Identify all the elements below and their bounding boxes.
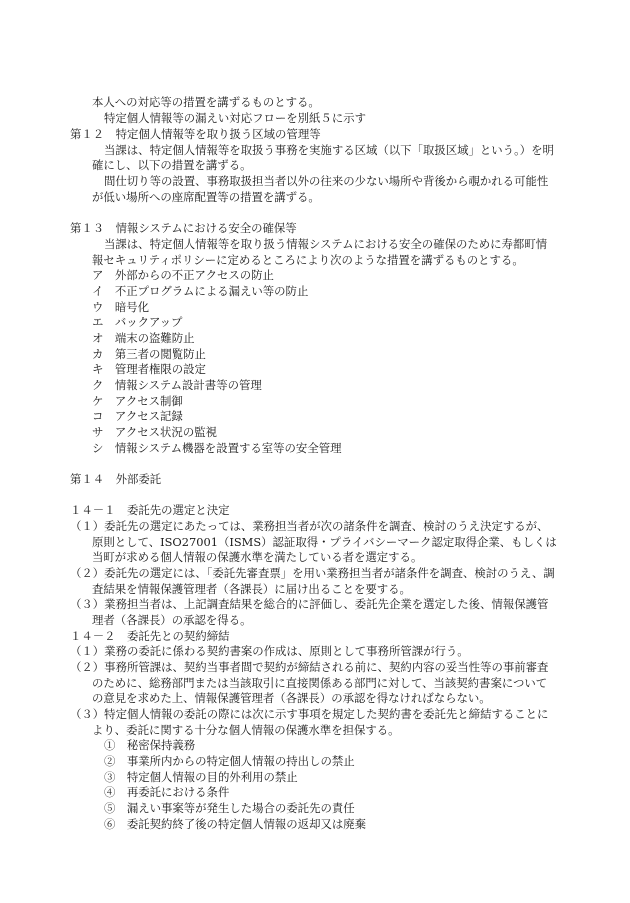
subsection-14-1-item-1-cont: 原則として、ISO27001（ISMS）認証取得・プライバシーマーク認定取得企業、もしくは xyxy=(92,535,557,549)
list-item: ⑥ 委託契約終了後の特定個人情報の返却又は廃棄 xyxy=(104,817,367,831)
section-14-heading: 第１４ 外部委託 xyxy=(70,472,162,486)
section-12-paragraph-1: 当課は、特定個人情報等を取扱う事務を実施する区域（以下「取扱区域」という。）を明 xyxy=(104,143,554,157)
subsection-14-1-item-2-cont: 査結果を情報保護管理者（各課長）に届け出ることを要する。 xyxy=(92,582,411,596)
subsection-14-2-item-2-cont: のために、総務部門または当該取引に直接関係ある部門に対して、当該契約書案について xyxy=(92,676,548,690)
subsection-14-2-item-1: （１）業務の委託に係わる契約書案の作成は、原則として事務所管課が行う。 xyxy=(70,644,469,658)
section-13-heading: 第１３ 情報システムにおける安全の確保等 xyxy=(70,221,297,235)
subsection-14-1-item-1-cont: 当町が求める個人情報の保護水準を満たしている者を選定する。 xyxy=(92,550,423,564)
list-item: ア 外部からの不正アクセスの防止 xyxy=(92,268,274,282)
section-12-heading: 第１２ 特定個人情報等を取り扱う区域の管理等 xyxy=(70,127,321,141)
section-12-paragraph-2-cont: が低い場所への座席配置等の措置を講ずる。 xyxy=(92,190,320,204)
list-item: ケ アクセス制御 xyxy=(92,394,183,408)
list-item: カ 第三者の閲覧防止 xyxy=(92,347,206,361)
continuation-line-2: 特定個人情報等の漏えい対応フローを別紙５に示す xyxy=(104,111,366,125)
list-item: ⑤ 漏えい事案等が発生した場合の委託先の責任 xyxy=(104,801,355,815)
subsection-14-2-item-3: （３）特定個人情報の委託の際には次に示す事項を規定した契約書を委託先と締結することに xyxy=(70,707,549,721)
subsection-14-1-item-3: （３）業務担当者は、上記調査結果を総合的に評価し、委託先企業を選定した後、情報保護管 xyxy=(70,597,549,611)
subsection-14-1-item-1: （１）委託先の選定にあたっては、業務担当者が次の諸条件を調査、検討のうえ決定するが、 xyxy=(70,519,549,533)
subsection-14-2-item-3-cont: より、委託に関する十分な個人情報の保護水準を担保する。 xyxy=(92,723,400,737)
subsection-14-1-item-3-cont: 理者（各課長）の承認を得る。 xyxy=(92,613,252,627)
subsection-14-2-item-2-cont: の意見を求めた上、情報保護管理者（各課長）の承認を得なければならない。 xyxy=(92,691,491,705)
list-item: サ アクセス状況の監視 xyxy=(92,425,217,439)
section-13-paragraph: 当課は、特定個人情報等を取り扱う情報システムにおける安全の確保のために寿都町情 xyxy=(104,237,548,251)
subsection-14-1-heading: １４－１ 委託先の選定と決定 xyxy=(70,503,230,517)
list-item: ① 秘密保持義務 xyxy=(104,738,196,752)
list-item: ウ 暗号化 xyxy=(92,300,149,314)
section-13-paragraph-cont: 報セキュリティポリシーに定めるところにより次のような措置を講ずるものとする。 xyxy=(92,253,524,267)
section-12-paragraph-2: 間仕切り等の設置、事務取扱担当者以外の往来の少ない場所や背後から覗かれる可能性 xyxy=(104,174,549,188)
list-item: イ 不正プログラムによる漏えい等の防止 xyxy=(92,284,309,298)
subsection-14-1-item-2: （２）委託先の選定には、「委託先審査票」を用い業務担当者が諸条件を調査、検討のうえ、調 xyxy=(70,566,555,580)
subsection-14-2-item-2: （２）事務所管課は、契約当事者間で契約が締結される前に、契約内容の妥当性等の事前審査 xyxy=(70,660,549,674)
list-item: ク 情報システム設計書等の管理 xyxy=(92,378,262,392)
list-item: オ 端末の盗難防止 xyxy=(92,331,195,345)
list-item: エ バックアップ xyxy=(92,315,183,329)
list-item: コ アクセス記録 xyxy=(92,409,183,423)
list-item: キ 管理者権限の設定 xyxy=(92,362,206,376)
list-item: ④ 再委託における条件 xyxy=(104,785,230,799)
list-item: ② 事業所内からの特定個人情報の持出しの禁止 xyxy=(104,754,355,768)
list-item: シ 情報システム機器を設置する室等の安全管理 xyxy=(92,441,342,455)
subsection-14-2-heading: １４－２ 委託先との契約締結 xyxy=(70,629,230,643)
continuation-line-1: 本人への対応等の措置を講ずるものとする。 xyxy=(92,95,320,109)
section-12-paragraph-1-cont: 確にし、以下の措置を講ずる。 xyxy=(92,158,252,172)
list-item: ③ 特定個人情報の目的外利用の禁止 xyxy=(104,770,298,784)
